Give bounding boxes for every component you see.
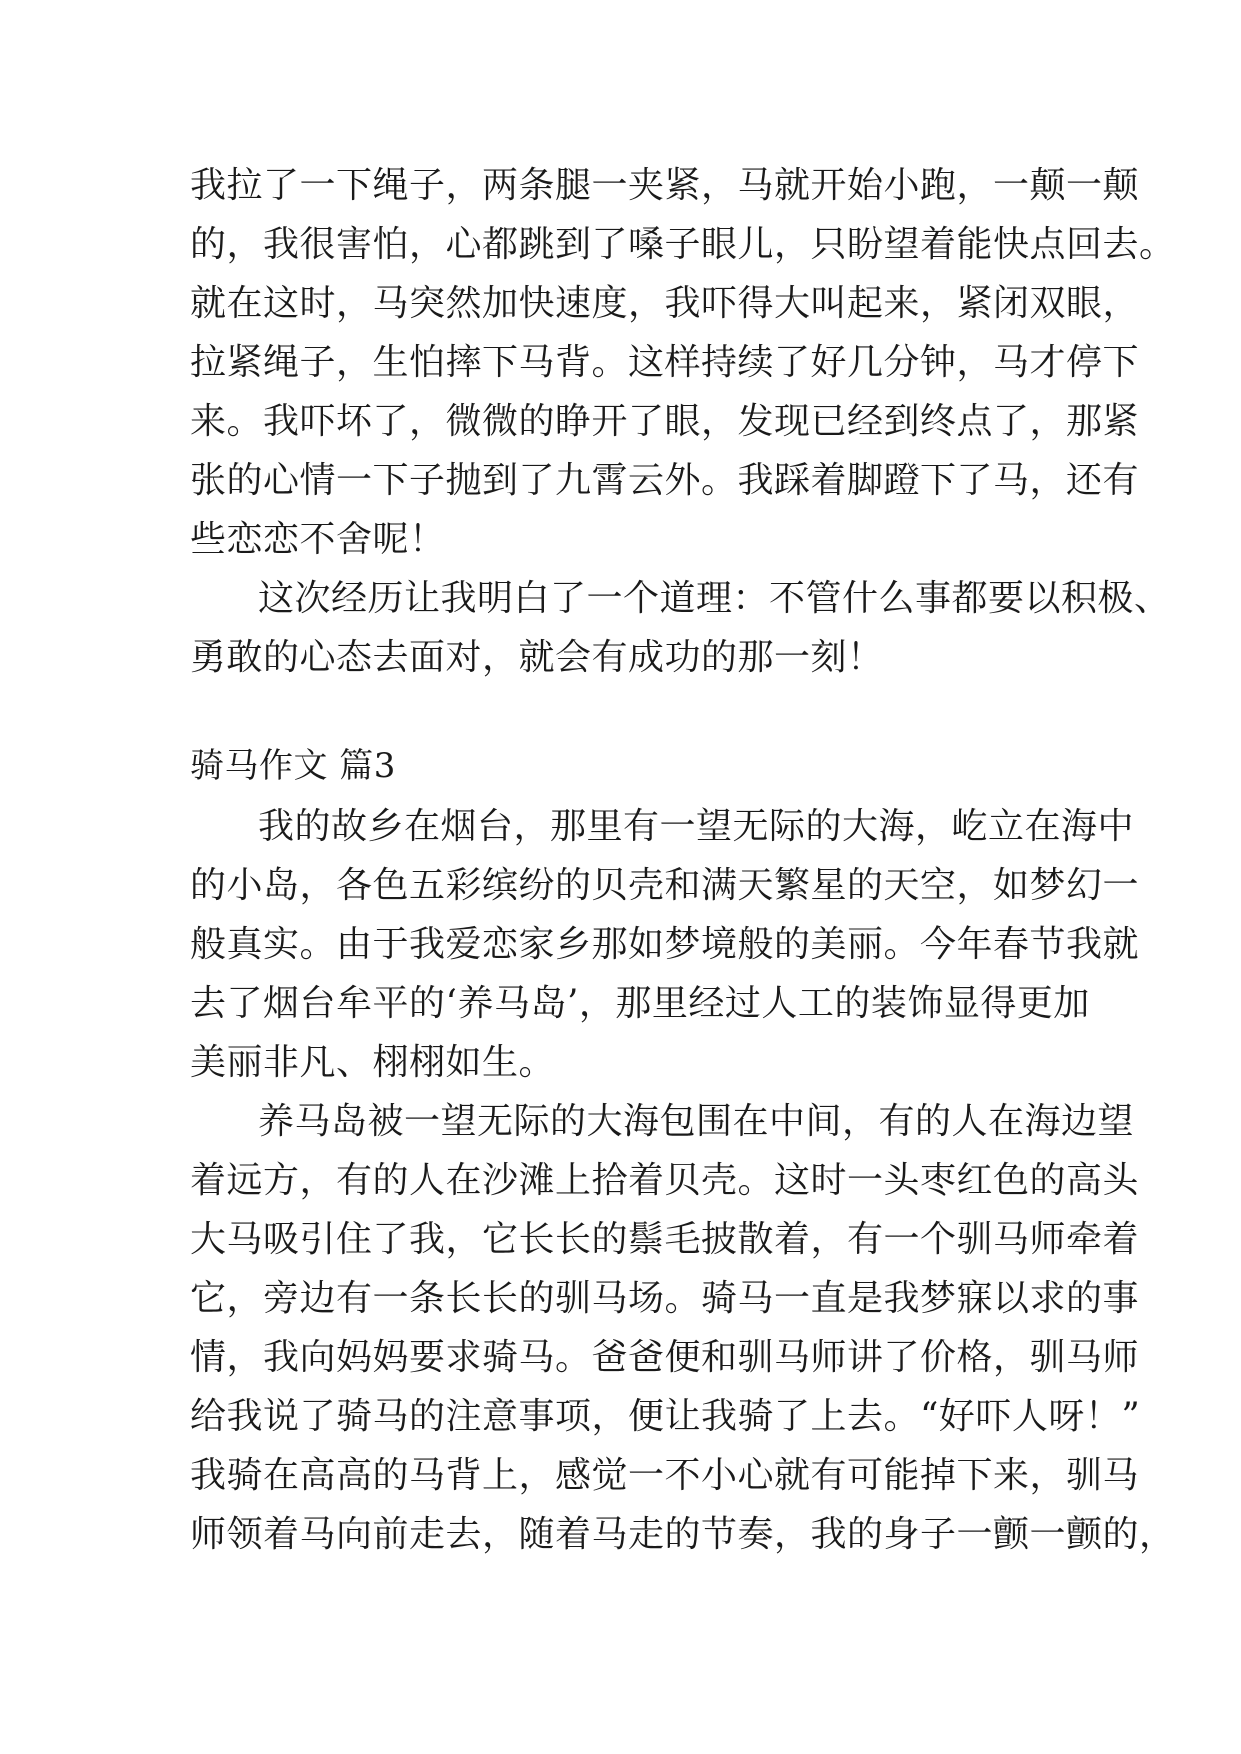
paragraph-line: 般真实。由于我爱恋家乡那如梦境般的美丽。今年春节我就 [190,924,1140,965]
paragraph-line: 这次经历让我明白了一个道理：不管什么事都要以积极、 [258,578,1171,619]
section-title: 骑马作文 篇3 [190,746,396,786]
paragraph-line: 勇敢的心态去面对，就会有成功的那一刻！ [190,637,884,678]
paragraph-line: 的小岛，各色五彩缤纷的贝壳和满天繁星的天空，如梦幻一 [190,865,1140,906]
paragraph-line: 美丽非凡、栩栩如生。 [190,1042,556,1083]
paragraph-line: 师领着马向前走去，随着马走的节奏，我的身子一颤一颤的， [190,1514,1176,1555]
paragraph-line: 养马岛被一望无际的大海包围在中间，有的人在海边望 [258,1101,1135,1142]
paragraph-line: 情，我向妈妈要求骑马。爸爸便和驯马师讲了价格，驯马师 [190,1337,1140,1378]
paragraph-line: 些恋恋不舍呢！ [190,519,446,560]
paragraph-line: 它，旁边有一条长长的驯马场。骑马一直是我梦寐以求的事 [190,1278,1140,1319]
paragraph-line: 来。我吓坏了，微微的睁开了眼，发现已经到终点了，那紧 [190,401,1140,442]
paragraph-line: 给我说了骑马的注意事项，便让我骑了上去。“好吓人呀！” [190,1396,1141,1437]
paragraph-line: 大马吸引住了我，它长长的鬃毛披散着，有一个驯马师牵着 [190,1219,1140,1260]
paragraph-line: 我骑在高高的马背上，感觉一不小心就有可能掉下来，驯马 [190,1455,1140,1496]
paragraph-line: 我的故乡在烟台，那里有一望无际的大海，屹立在海中 [258,806,1135,847]
paragraph-line: 张的心情一下子抛到了九霄云外。我踩着脚蹬下了马，还有 [190,460,1140,501]
paragraph-line: 我拉了一下绳子，两条腿一夹紧，马就开始小跑，一颠一颠 [190,165,1140,206]
paragraph-line: 着远方，有的人在沙滩上拾着贝壳。这时一头枣红色的高头 [190,1160,1140,1201]
paragraph-line: 的，我很害怕，心都跳到了嗓子眼儿，只盼望着能快点回去。 [190,224,1176,265]
paragraph-line: 拉紧绳子，生怕摔下马背。这样持续了好几分钟，马才停下 [190,342,1140,383]
paragraph-line: 就在这时，马突然加快速度，我吓得大叫起来，紧闭双眼， [190,283,1140,324]
paragraph-line: 去了烟台牟平的‘养马岛’，那里经过人工的装饰显得更加 [190,983,1090,1024]
